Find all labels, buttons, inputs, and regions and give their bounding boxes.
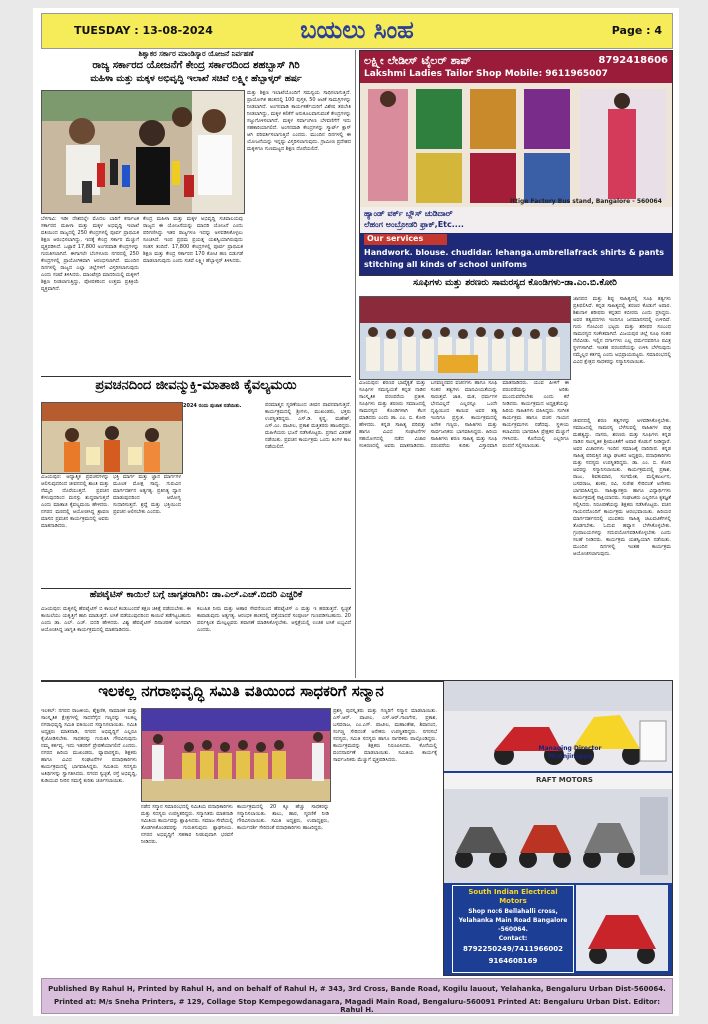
mataji-body-right: ಪರಮಾತ್ಮನ ಸ್ಮರಣೆಯಿಂದ ಜೀವನ ಪಾವನವಾಗುತ್ತದೆ. ಕಾರ್ಯಕ್ರಮದಲ್ಲಿ ಶ್ರೀಗಳು, ಮುಖಂಡರು, ಭಕ್ತರು ಉಪಸ್ಥಿತರಿದ್ದರು. ಎಸ್.ಡಿ. ಕೃಷ್ಣ, ಮಹೇಶ್, ಎಸ್.ಎಂ. ಪಾಟೀಲ, ಪ್ರಕಾಶ ಮತ್ತಿತರರು ಹಾಜರಿದ್ದರು. ಮಹಿಳೆಯರು ಭಜನೆ ನಡೆಸಿಕೊಟ್ಟರು. ಪ್ರಸಾದ ವಿತರಣೆ ನಡೆಯಿತು. ಪ್ರವಚನ ಕಾರ್ಯಕ್ರಮ ಒಂದು ತಿಂಗಳ ಕಾಲ ನಡೆಯಲಿದೆ.: [265, 402, 351, 450]
divider: [41, 376, 351, 377]
hepatitis-body-right: ಕಲುಷಿತ ನೀರು ಮತ್ತು ಆಹಾರ ಸೇವನೆಯಿಂದ ಹೆಪಟೈಟಿಸ್ ಎ ಮತ್ತು ಇ ಹರಡುತ್ತದೆ. ಸ್ವಚ್ಛತೆ ಕಾಪಾಡುವುದು ಅತ್ಯಗತ್ಯ. ಆರಂಭಿಕ ಹಂತದಲ್ಲಿ ಪತ್ತೆಯಾದರೆ ಸಂಪೂರ್ಣ ಗುಣಪಡಿಸಬಹುದು. 20 ವರ್ಷಕ್ಕಿಂತ ಮೇಲ್ಪಟ್ಟವರು ತಪಾಸಣೆ ಮಾಡಿಸಿಕೊಳ್ಳಬೇಕು. ಆಸ್ಪತ್ರೆಯಲ್ಲಿ ಉಚಿತ ಲಸಿಕೆ ಲಭ್ಯವಿದೆ ಎಂದರು.: [197, 606, 351, 633]
group-photo: [360, 297, 570, 379]
newspaper-page: [33, 8, 679, 1016]
sufi-body-right: ಜಾನಪದ ಮತ್ತು ಶಿಷ್ಟ ಸಾಹಿತ್ಯದಲ್ಲಿ ಸೂಫಿ ತತ್ವಗಳು ಪ್ರತಿಫಲಿಸಿವೆ. ಕನ್ನಡ ಸಾಹಿತ್ಯದಲ್ಲಿ ಶರಣರ ಕೊಡುಗೆ ಅಪಾರ. ಶಿಶುನಾಳ ಶರೀಫರು ಕನ್ನಡದ ಕಬೀರರು ಎಂದು ಪ್ರಸಿದ್ಧರು. ಅವರ ತತ್ವಪದಗಳು ಇಂದಿಗೂ ಜನಮಾನಸದಲ್ಲಿ ಉಳಿದಿವೆ. ಗುರು ಗೋವಿಂದ ಭಟ್ಟರು ಮತ್ತು ಶರೀಫರ ಸಂಬಂಧ ಸಾಮರಸ್ಯದ ಸಂಕೇತವಾಗಿದೆ. ವಿಜಯಪುರ ಜಿಲ್ಲೆ ಸೂಫಿ ಸಂತರ ನೆಲೆವೀಡು. ಇಲ್ಲಿನ ದರ್ಗಾಗಳು ಎಲ್ಲ ಧರ್ಮದವರಿಗೂ ಪವಿತ್ರ ಸ್ಥಳಗಳಾಗಿವೆ. ಇಂತಹ ಪರಂಪರೆಯನ್ನು ಉಳಿಸಿ ಬೆಳೆಸುವುದು ನಮ್ಮೆಲ್ಲರ ಕರ್ತವ್ಯ ಎಂದು ಅಭಿಪ್ರಾಯಪಟ್ಟರು. ಸಮಾರಂಭದಲ್ಲಿ ವಿವಿಧ ಕ್ಷೇತ್ರದ ಸಾಧಕರನ್ನು ಸನ್ಮಾನಿಸಲಾಯಿತು.: [573, 296, 671, 365]
tailor-services-kannada-2: ಲೆಹಂಗ ಅಂಬ್ರೋಡರಿ ಫ್ರಾಕ್,Etc....: [364, 220, 464, 229]
column4-body: ಜೀವನದಲ್ಲಿ ಶರಣ ತತ್ವಗಳನ್ನು ಅಳವಡಿಸಿಕೊಳ್ಳಬೇಕು. ಸಮಾಜದಲ್ಲಿ ಸಾಮರಸ್ಯ ಬೆಳೆಸುವಲ್ಲಿ ಸಾಹಿತಿಗಳ ಪಾತ್ರ ಮಹತ್ವದ್ದು. ದಾಸರು, ಶರಣರು ಮತ್ತು ಸೂಫಿಗಳು ಕನ್ನಡ ನಾಡಿನ ಸಾಂಸ್ಕೃತಿಕ ಶ್ರೀಮಂತಿಕೆಗೆ ಅಪಾರ ಕೊಡುಗೆ ನೀಡಿದ್ದಾರೆ. ಅವರ ವಿಚಾರಗಳು ಇಂದಿನ ಸಮಾಜಕ್ಕೆ ದಾರಿದೀಪ. ಕನ್ನಡ ಸಾಹಿತ್ಯ ಪರಿಷತ್ತಿನ ಜಿಲ್ಲಾ ಘಟಕದ ಅಧ್ಯಕ್ಷರು, ಪದಾಧಿಕಾರಿಗಳು ಮತ್ತು ಸದಸ್ಯರು ಉಪಸ್ಥಿತರಿದ್ದರು. ಡಾ. ಎಂ. ಬಿ. ಕೋರಿ ಅವರನ್ನು ಸನ್ಮಾನಿಸಲಾಯಿತು. ಕಾರ್ಯಕ್ರಮದಲ್ಲಿ ಪ್ರಕಾಶ, ರಾಜು, ಶಿವಕುಮಾರ, ಸಂಗಮೇಶ, ಮಲ್ಲಿಕಾರ್ಜುನ, ಬಸವರಾಜ, ಶಂಕರ, ರವಿ, ಸುರೇಶ ಸೇರಿದಂತೆ ಅನೇಕರು ಭಾಗವಹಿಸಿದ್ದರು. ಸಾಹಿತ್ಯಾಸಕ್ತರು ಹಾಗೂ ವಿದ್ಯಾರ್ಥಿಗಳು ಕಾರ್ಯಕ್ರಮಕ್ಕೆ ಸಾಕ್ಷಿಯಾದರು. ಸಂಘಟಕರು ಎಲ್ಲರಿಗೂ ಕೃತಜ್ಞತೆ ಸಲ್ಲಿಸಿದರು. ನಿರೂಪಣೆಯನ್ನು ಶಿಕ್ಷಕರು ನಡೆಸಿಕೊಟ್ಟರು. ವಚನ ಗಾಯನದೊಂದಿಗೆ ಕಾರ್ಯಕ್ರಮ ಆರಂಭವಾಯಿತು. ಹಿರಿಯರ ಮಾರ್ಗದರ್ಶನದಲ್ಲಿ ಯುವಕರು ಸಾಹಿತ್ಯ ಚಟುವಟಿಕೆಗಳಲ್ಲಿ ತೊಡಗಬೇಕು. ಓದುವ ಹವ್ಯಾಸ ಬೆಳೆಸಿಕೊಳ್ಳಬೇಕು. ಗ್ರಂಥಾಲಯಗಳನ್ನು ಸದುಪಯೋಗಪಡಿಸಿಕೊಳ್ಳಬೇಕು ಎಂದು ಸಲಹೆ ನೀಡಿದರು. ಕಾರ್ಯಕ್ರಮ ಯಶಸ್ವಿಯಾಗಿ ನಡೆಯಿತು. ಮುಂದಿನ ದಿನಗಳಲ್ಲಿ ಇಂತಹ ಕಾರ್ಯಕ್ರಮ ಆಯೋಜಿಸಲಾಗುವುದು.: [573, 418, 671, 557]
tailor-name-kannada: ಲಕ್ಷ್ಮೀ ಲೇಡೀಸ್ ಟೈಲರ್ ಶಾಪ್: [364, 54, 472, 67]
imprint-footer: [41, 978, 673, 1014]
tailor-services-kannada: ಹ್ಯಾಂಡ್ ವರ್ಕ್ ಬ್ಲೌಸ್ ಚುಡಿದಾರ್: [364, 209, 453, 218]
ilkal-body-mid-2: ಕಾರ್ಯಕ್ರಮದಲ್ಲಿ 20 ಕ್ಕೂ ಹೆಚ್ಚು ಸಾಧಕರನ್ನು ಸನ್ಮಾನಿಸಲಾಯಿತು. ಶಾಲು, ಹಾರ, ಸ್ಮರಣಿಕೆ ನೀಡಿ ಗೌರವಿಸಲಾಯಿತು. ಸಮಿತಿ ಅಧ್ಯಕ್ಷರು, ಉಪಾಧ್ಯಕ್ಷರು, ಕಾರ್ಯದರ್ಶಿ ಸೇರಿದಂತೆ ಪದಾಧಿಕಾರಿಗಳು ಹಾಜರಿದ್ದರು.: [237, 804, 329, 831]
issue-date: TUESDAY : 13-08-2024: [74, 24, 213, 37]
sufi-body: ವಿಜಯಪುರ: ಶರಣರ ಭಾವೈಕ್ಯತೆ ಮತ್ತು ಸೂಫಿಗಳ ಸಮನ್ವಯತೆ ಕನ್ನಡ ನಾಡಿನ ಸಾಂಸ್ಕೃತಿಕ ಪರಂಪರೆಯ ಪ್ರತೀಕ. ಸೂಫಿಗಳು ಮತ್ತು ಶರಣರು ಸಮಾಜದಲ್ಲಿ ಸಾಮರಸ್ಯದ ಕೊಂಡಿಗಳಾಗಿ ಕೆಲಸ ಮಾಡಿದರು ಎಂದು ಡಾ. ಎಂ. ಬಿ. ಕೋರಿ ಹೇಳಿದರು. ಕನ್ನಡ ಸಾಹಿತ್ಯ ಪರಿಷತ್ತು ಹಾಗೂ ವಿವಿಧ ಸಂಘಟನೆಗಳ ಸಹಯೋಗದಲ್ಲಿ ನಡೆದ ವಿಚಾರ ಸಂಕಿರಣದಲ್ಲಿ ಅವರು ಮಾತನಾಡಿದರು. ಬಸವಣ್ಣನವರ ವಚನಗಳು ಹಾಗೂ ಸೂಫಿ ಸಂತರ ತತ್ವಗಳು ಮಾನವೀಯತೆಯನ್ನು ಸಾರುತ್ತವೆ. ಜಾತಿ, ಮತ, ಧರ್ಮಗಳ ಭೇದವಿಲ್ಲದೆ ಎಲ್ಲರನ್ನೂ ಒಂದೇ ದೃಷ್ಟಿಯಿಂದ ಕಾಣುವ ಅವರ ತತ್ವ ಇಂದಿಗೂ ಪ್ರಸ್ತುತ. ಕಾರ್ಯಕ್ರಮದಲ್ಲಿ ಅನೇಕ ಗಣ್ಯರು, ಸಾಹಿತಿಗಳು ಮತ್ತು ಸಾರ್ವಜನಿಕರು ಭಾಗವಹಿಸಿದ್ದರು. ಹಿರಿಯ ಸಾಹಿತಿಗಳು ಶರಣ ಸಾಹಿತ್ಯ ಮತ್ತು ಸೂಫಿ ಪರಂಪರೆಯ ಕುರಿತು ವಿಸ್ತಾರವಾಗಿ ಮಾತನಾಡಿದರು. ಯುವ ಪೀಳಿಗೆ ಈ ಪರಂಪರೆಯನ್ನು ಅರಿತು ಮುಂದುವರೆಸಬೇಕು ಎಂದು ಕರೆ ನೀಡಿದರು. ಕಾರ್ಯಕ್ರಮದ ಅಧ್ಯಕ್ಷತೆಯನ್ನು ಹಿರಿಯ ಸಾಹಿತಿಗಳು ವಹಿಸಿದ್ದರು. ಸಂಗೀತ ಕಾರ್ಯಕ್ರಮ ಹಾಗೂ ವಚನ ಗಾಯನ ಕಾರ್ಯಕ್ರಮಗಳು ನಡೆದವು. ಸ್ಥಳೀಯ ಕಲಾವಿದರು ಭಾಗವಹಿಸಿ ಪ್ರೇಕ್ಷಕರ ಮೆಚ್ಚುಗೆ ಗಳಿಸಿದರು. ಕೊನೆಯಲ್ಲಿ ಎಲ್ಲರಿಗೂ ವಂದನೆ ಸಲ್ಲಿಸಲಾಯಿತು.: [359, 380, 569, 449]
column-rule: [355, 50, 356, 678]
motors-info-panel: [452, 885, 574, 973]
ilkal-headline: ಇಲಕಲ್ಲ ನಗರಾಭಿವೃದ್ಧಿ ಸಮಿತಿ ವತಿಯಿಂದ ಸಾಧಕರಿಗೆ ಸನ್ಮಾನ: [98, 682, 384, 700]
mataji-photo-caption: 2024 ರಂದು ಪುಜಾತ ನಡೆಯಿತು.: [183, 403, 242, 409]
event-image: [42, 403, 182, 473]
motors-ad: [443, 680, 673, 976]
ilkal-body-mid: ನಡೆದ ಸನ್ಮಾನ ಸಮಾರಂಭದಲ್ಲಿ ಸಮಿತಿಯ ಪದಾಧಿಕಾರಿಗಳು ಮತ್ತು ಸದಸ್ಯರು ಉಪಸ್ಥಿತರಿದ್ದರು. ಸನ್ಮಾನಿತರು ಮಾತನಾಡಿ ಸಮಿತಿಯ ಕಾರ್ಯವನ್ನು ಶ್ಲಾಘಿಸಿದರು. ಸಮಾಜ ಸೇವೆಯಲ್ಲಿ ತೊಡಗಿಸಿಕೊಂಡವರನ್ನು ಗುರುತಿಸುವುದು ಶ್ಲಾಘನೀಯ. ನಗರದ ಅಭಿವೃದ್ಧಿಗೆ ಸಹಕಾರ ನೀಡುವುದಾಗಿ ಭರವಸೆ ನೀಡಿದರು.: [141, 804, 233, 845]
story1-body-mid: ಕೇಂದ್ರ ಮಹಿಳಾ ಮತ್ತು ಮಕ್ಕಳ ಅಭಿವೃದ್ಧಿ ಸಚಿವಾಲಯವು ರಾಜ್ಯದ ಈ ಯೋಜನೆಯನ್ನು ಮಾದರಿ ಯೋಜನೆ ಎಂದು ಪರಿಗಣಿಸಿದ್ದು ಇತರ ರಾಜ್ಯಗಳೂ ಇದನ್ನು ಅಳವಡಿಸಿಕೊಳ್ಳಲು ಸೂಚಿಸಿದೆ. ಇಂಥ ಪ್ರಥಮ ಪ್ರಯತ್ನ ಯಶಸ್ವಿಯಾಗಿರುವುದು ಸಂತಸ ತಂದಿದೆ. 17,800 ಕೇಂದ್ರಗಳಲ್ಲಿ ಪೂರ್ವ ಪ್ರಾಥಮಿಕ ಶಿಕ್ಷಣ ಮತ್ತು ಕೇಂದ್ರ ಸರ್ಕಾರದ 170 ಕೋಟಿ ಹಣ ಬಿಡುಗಡೆ ಮಾಡಲಾಗುವುದು ಎಂದು ಸಚಿವೆ ಲಕ್ಷ್ಮೀ ಹೆಬ್ಬಾಳ್ಕರ್ ತಿಳಿಸಿದರು.: [143, 216, 243, 264]
tailor-garments-image: [360, 83, 672, 207]
story1-headline: ರಾಜ್ಯ ಸರ್ಕಾರದ ಯೋಜನೆಗೆ ಕೇಂದ್ರ ಸರ್ಕಾರದಿಂದ ಶಹಬ್ಬಾಸ್ ಗಿರಿ: [92, 60, 300, 71]
minister-press-photo: [41, 90, 245, 214]
scooter-detail-image: [576, 885, 668, 971]
hepatitis-headline: ಹೆಪಟೈಟಿಸ್ ಕಾಯಿಲೆ ಬಗ್ಗೆ ಜಾಗೃತರಾಗಿರಿ: ಡಾ.ಎಲ್.ಎಚ್.ಬಿದರಿ ಎಚ್ಚರಿಕೆ: [89, 590, 303, 600]
tailor-shop-ad: [359, 50, 673, 276]
story1-body-right: ಮತ್ತು ಶಿಕ್ಷಣ ಇಲಾಖೆಯೊಂದಿಗೆ ಸಮನ್ವಯ ಸಾಧಿಸಲಾಗುತ್ತಿದೆ. ಪ್ರಾಯೋಗಿಕ ಹಂತದಲ್ಲಿ 100 ಪುಸ್ತಕ, 50 ಆಟಿಕೆ ಸಾಮಗ್ರಿಗಳನ್ನು ನೀಡಲಾಗಿದೆ. ಅಂಗನವಾಡಿ ಕಾರ್ಯಕರ್ತೆಯರಿಗೆ ವಿಶೇಷ ತರಬೇತಿ ನೀಡಲಾಗಿದ್ದು, ಮಕ್ಕಳ ಕಲಿಕೆಗೆ ಅನುಕೂಲವಾಗುವಂತೆ ಕೇಂದ್ರಗಳನ್ನು ಸಜ್ಜುಗೊಳಿಸಲಾಗಿದೆ. ಮಕ್ಕಳ ಸರ್ವಾಂಗೀಣ ಬೆಳವಣಿಗೆಗೆ ಇದು ಸಹಕಾರಿಯಾಗಲಿದೆ. ಅಂಗನವಾಡಿ ಕೇಂದ್ರಗಳನ್ನು ಸ್ಮಾರ್ಟ್ ಕ್ಲಾಸ್ ಆಗಿ ಪರಿವರ್ತಿಸಲಾಗುತ್ತಿದೆ ಎಂದರು. ಮುಂದಿನ ದಿನಗಳಲ್ಲಿ ಈ ಯೋಜನೆಯನ್ನು ಇನ್ನಷ್ಟು ವಿಸ್ತರಿಸಲಾಗುವುದು. ಗ್ರಾಮೀಣ ಪ್ರದೇಶದ ಮಕ್ಕಳಿಗೂ ಗುಣಮಟ್ಟದ ಶಿಕ್ಷಣ ದೊರೆಯಲಿದೆ.: [247, 90, 351, 152]
sufi-event-photo: [359, 296, 571, 380]
tailor-phone: 8792418606: [598, 55, 668, 66]
managing-director-name: Mr.Anjinappa: [547, 753, 593, 760]
divider: [41, 588, 351, 589]
story1-kicker: ಶಿಶ್ವಾಕರ ಸರ್ಕಾರ ಮಾಂಡಿಸ್ಯಾರ ಯೋಜನೆ ನಿರ್ವಹಣೆ: [138, 50, 254, 58]
motors-address: Shop no:6 Bellahalli cross, Yelahanka Main Road Bangalore -560064.: [458, 908, 568, 933]
services-label: Our services: [364, 234, 447, 245]
showroom-sign: RAFT MOTORS: [536, 776, 593, 784]
story1-subheadline: ಮಹಿಳಾ ಮತ್ತು ಮಕ್ಕಳ ಅಭಿವೃದ್ಧಿ ಇಲಾಖೆ ಸಚಿವೆ ಲಕ್ಷ್ಮೀ ಹೆಬ್ಬಾಳ್ಕರ್ ಹರ್ಷ: [90, 74, 302, 84]
imprint-line-1: Published By Rahul H, Printed by Rahul H, and on behalf of Rahul H, # 343, 3rd Cross, Bande Road, Kogilu lauout, Yelahanka, Bengaluru Urban Dist-560064.: [48, 985, 666, 993]
story1-body-left: ಬೆಳಗಾವಿ: ಇಡೀ ದೇಶದಲ್ಲೇ ಮೊದಲ ಬಾರಿಗೆ ಕರ್ನಾಟಕ ಸರ್ಕಾರದ ಮಹಿಳಾ ಮತ್ತು ಮಕ್ಕಳ ಅಭಿವೃದ್ಧಿ ಇಲಾಖೆ ವತಿಯಿಂದ ರಾಜ್ಯದಲ್ಲಿ 250 ಕೇಂದ್ರಗಳಲ್ಲಿ ಪೂರ್ವ ಪ್ರಾಥಮಿಕ ಶಿಕ್ಷಣ ಆರಂಭಿಸಲಾಗಿದ್ದು, ಇದಕ್ಕೆ ಕೇಂದ್ರ ಸರ್ಕಾರ ಮೆಚ್ಚುಗೆ ವ್ಯಕ್ತಪಡಿಸಿದೆ. ಒಟ್ಟಾರೆ 17,800 ಅಂಗನವಾಡಿ ಕೇಂದ್ರಗಳನ್ನು ಗುರುತಿಸಲಾಗಿದೆ. ಈಗಾಗಲೇ ಬೆಂಗಳೂರು ನಗರದಲ್ಲಿ 250 ಕೇಂದ್ರಗಳಲ್ಲಿ ಪ್ರಾಯೋಗಿಕವಾಗಿ ಆರಂಭಿಸಲಾಗಿದೆ. ಮುಂದಿನ ದಿನಗಳಲ್ಲಿ ರಾಜ್ಯದ ಎಲ್ಲಾ ಜಿಲ್ಲೆಗಳಿಗೆ ವಿಸ್ತರಿಸಲಾಗುವುದು ಎಂದು ಸಚಿವೆ ತಿಳಿಸಿದರು. ಮಾಂಟೆಸ್ಸರಿ ಮಾದರಿಯಲ್ಲಿ ಮಕ್ಕಳಿಗೆ ಶಿಕ್ಷಣ ನೀಡಲಾಗುತ್ತಿದ್ದು, ಪೋಷಕರಿಂದ ಉತ್ತಮ ಪ್ರತಿಕ್ರಿಯೆ ವ್ಯಕ್ತವಾಗಿದೆ.: [41, 216, 139, 292]
tailor-address: Ittige Factory Bus stand, Bangalore - 560064: [510, 198, 662, 205]
felicitation-image: [142, 709, 330, 801]
showroom-image: [444, 773, 672, 883]
mataji-body-left: ವಿಜಯಪುರ: ಆಧ್ಯಾತ್ಮಿಕ ಪ್ರವಚನಗಳನ್ನು ಆಲಿಸುವುದರಿಂದ ಜೀವನದಲ್ಲಿ ಶಾಂತಿ ಮತ್ತು ನೆಮ್ಮದಿ ದೊರೆಯುತ್ತದೆ. ಪ್ರವಚನ ಕೇಳುವುದರಿಂದ ಮನಸ್ಸು ಶುದ್ಧವಾಗುತ್ತದೆ ಎಂದು ಮಾತಾಜಿ ಕೈವಲ್ಯಮಯಿ ಹೇಳಿದರು. ನಗರದ ಮಠದಲ್ಲಿ ಆಯೋಜಿಸಿದ್ದ ಶ್ರಾವಣ ಮಾಸದ ಪ್ರವಚನ ಕಾರ್ಯಕ್ರಮದಲ್ಲಿ ಅವರು ಮಾತನಾಡಿದರು.: [41, 474, 109, 529]
mataji-photo: [41, 402, 183, 474]
tailor-name-english: Lakshmi Ladies Tailor Shop Mobile: 9611965007: [364, 69, 608, 79]
hepatitis-body-left: ವಿಜಯಪುರ: ಮಕ್ಕಳಲ್ಲಿ ಹೆಪಟೈಟಿಸ್ ಬಿ ಕಾಯಿಲೆ ಕಂಡುಬಂದರೆ ತಕ್ಷಣ ಚಿಕಿತ್ಸೆ ಪಡೆಯಬೇಕು. ಈ ಕಾಯಿಲೆಯು ಯಕೃತ್ತಿಗೆ ಹಾನಿ ಮಾಡುತ್ತದೆ. ಲಸಿಕೆ ಪಡೆಯುವುದರಿಂದ ಕಾಯಿಲೆ ತಡೆಗಟ್ಟಬಹುದು ಎಂದು ಡಾ. ಎಲ್. ಎಚ್. ಬಿದರಿ ಹೇಳಿದರು. ವಿಶ್ವ ಹೆಪಟೈಟಿಸ್ ದಿನಾಚರಣೆ ಅಂಗವಾಗಿ ಆಯೋಜಿಸಿದ್ದ ಜಾಗೃತಿ ಕಾರ್ಯಕ್ರಮದಲ್ಲಿ ಮಾತನಾಡಿದರು.: [41, 606, 191, 633]
motors-phone-2: 9164608169: [488, 957, 538, 965]
motors-contact-label: Contact:: [498, 935, 528, 942]
ilkal-body-right: ಪ್ರಶಸ್ತಿ ಪುರಸ್ಕೃತರು ಮತ್ತು ಗಣ್ಯರಿಗೆ ಸನ್ಮಾನ ಮಾಡಲಾಯಿತು. ಎಸ್.ಆರ್. ಪಾಟೀಲ, ಎಸ್.ಆರ್.ಗಾಣಗೇರ, ಪ್ರಕಾಶ, ಬಸವರಾಜ, ಎಂ.ಎಸ್. ಪಾಟೀಲ, ಮಹಾಂತೇಶ, ಶಿವಾನಂದ, ಸಂಗಣ್ಣ ಸೇರಿದಂತೆ ಅನೇಕರು ಉಪಸ್ಥಿತರಿದ್ದರು. ನಗರಸಭೆ ಸದಸ್ಯರು, ಸಮಿತಿ ಸದಸ್ಯರು ಹಾಗೂ ನಾಗರಿಕರು ಪಾಲ್ಗೊಂಡಿದ್ದರು. ಕಾರ್ಯಕ್ರಮವನ್ನು ಶಿಕ್ಷಕರು ನಿರೂಪಿಸಿದರು. ಕೊನೆಯಲ್ಲಿ ವಂದನಾರ್ಪಣೆ ಮಾಡಲಾಯಿತು. ಸಮಿತಿಯ ಕಾರ್ಯಕ್ಕೆ ಸಾರ್ವಜನಿಕರು ಮೆಚ್ಚುಗೆ ವ್ಯಕ್ತಪಡಿಸಿದರು.: [333, 708, 437, 763]
mataji-headline: ಪ್ರವಚನದಿಂದ ಜೀವನ್ಮುಕ್ತಿ-ಮಾತಾಜಿ ಕೈವಲ್ಯಮಯಿ: [95, 378, 297, 393]
ilkal-felicitation-photo: [141, 708, 331, 802]
motors-phones: 8792250249/7411966002: [463, 945, 563, 953]
page-number: Page : 4: [611, 24, 662, 37]
imprint-line-2: Printed at: M/s Sneha Printers, # 129, Collage Stop Kempegowdanagara, Magadi Main Road, Bengaluru-560091 Printed At: Bengaluru Urban Dist. Editor: Rahul H.: [53, 998, 661, 1014]
masthead: [41, 13, 673, 49]
ilkal-body-left: ಇಲಕಲ್: ನಗರದ ರಾಜಕೀಯ, ಶೈಕ್ಷಣಿಕ, ಸಾಮಾಜಿಕ ಮತ್ತು ಸಾಂಸ್ಕೃತಿಕ ಕ್ಷೇತ್ರಗಳಲ್ಲಿ ಸಾಧನೆಗೈದ ಗಣ್ಯರನ್ನು ಇಲಕಲ್ಲ ನಗರಾಭಿವೃದ್ಧಿ ಸಮಿತಿ ವತಿಯಿಂದ ಸನ್ಮಾನಿಸಲಾಯಿತು. ಸಮಿತಿ ಅಧ್ಯಕ್ಷರು ಮಾತನಾಡಿ, ನಗರದ ಅಭಿವೃದ್ಧಿಗೆ ಎಲ್ಲರೂ ಕೈಜೋಡಿಸಬೇಕು. ಸಾಧಕರನ್ನು ಗುರುತಿಸಿ ಗೌರವಿಸುವುದು ನಮ್ಮ ಕರ್ತವ್ಯ. ಇದು ಇತರರಿಗೆ ಪ್ರೇರಣೆಯಾಗಲಿದೆ ಎಂದರು. ನಗರದ ಹಿರಿಯ ಮುಖಂಡರು, ವ್ಯಾಪಾರಸ್ಥರು, ಶಿಕ್ಷಕರು ಹಾಗೂ ವಿವಿಧ ಸಂಘಟನೆಗಳ ಪದಾಧಿಕಾರಿಗಳು ಕಾರ್ಯಕ್ರಮದಲ್ಲಿ ಭಾಗವಹಿಸಿದ್ದರು. ಸಮಿತಿಯ ಸದಸ್ಯರು ಅತಿಥಿಗಳನ್ನು ಸ್ವಾಗತಿಸಿದರು. ನಗರದ ಸ್ವಚ್ಛತೆ, ರಸ್ತೆ ಅಭಿವೃದ್ಧಿ, ಕುಡಿಯುವ ನೀರಿನ ಸಮಸ್ಯೆ ಕುರಿತು ಚರ್ಚಿಸಲಾಯಿತು.: [41, 708, 137, 784]
mataji-body-mid: ಭಕ್ತಿ ಮಾರ್ಗ ಮತ್ತು ಜ್ಞಾನ ಮಾರ್ಗಗಳ ಮೂಲಕ ಮೋಕ್ಷ ಸಾಧ್ಯ. ಗುರುವಿನ ಮಾರ್ಗದರ್ಶನ ಅತ್ಯಗತ್ಯ. ಪ್ರತಿನಿತ್ಯ ಧ್ಯಾನ ಮಾಡುವುದರಿಂದ ಆರೋಗ್ಯ ಸುಧಾರಿಸುತ್ತದೆ. ಶ್ರದ್ಧೆ ಮತ್ತು ಭಕ್ತಿಯಿಂದ ಪ್ರವಚನ ಆಲಿಸಬೇಕು ಎಂದರು.: [113, 474, 181, 515]
motors-name: South Indian Electrical Motors: [468, 888, 558, 905]
press-conference-image: [42, 91, 244, 213]
managing-director-label: Managing Director: [538, 745, 602, 752]
sufi-headline: ಸೂಫಿಗಳು ಮತ್ತು ಶರಣರು ಸಾಮರಸ್ಯದ ಕೊಂಡಿಗಳು-ಡಾ.ಎಂ.ಬಿ.ಕೋರಿ: [413, 278, 617, 288]
tailor-services-english: Handwork. blouse. chudidar. lehanga.umbrellafrack shirts & pants stitching all kinds of school unifoms: [364, 248, 665, 269]
newspaper-title: ಬಯಲು ಸಿಂಹ: [300, 16, 414, 44]
